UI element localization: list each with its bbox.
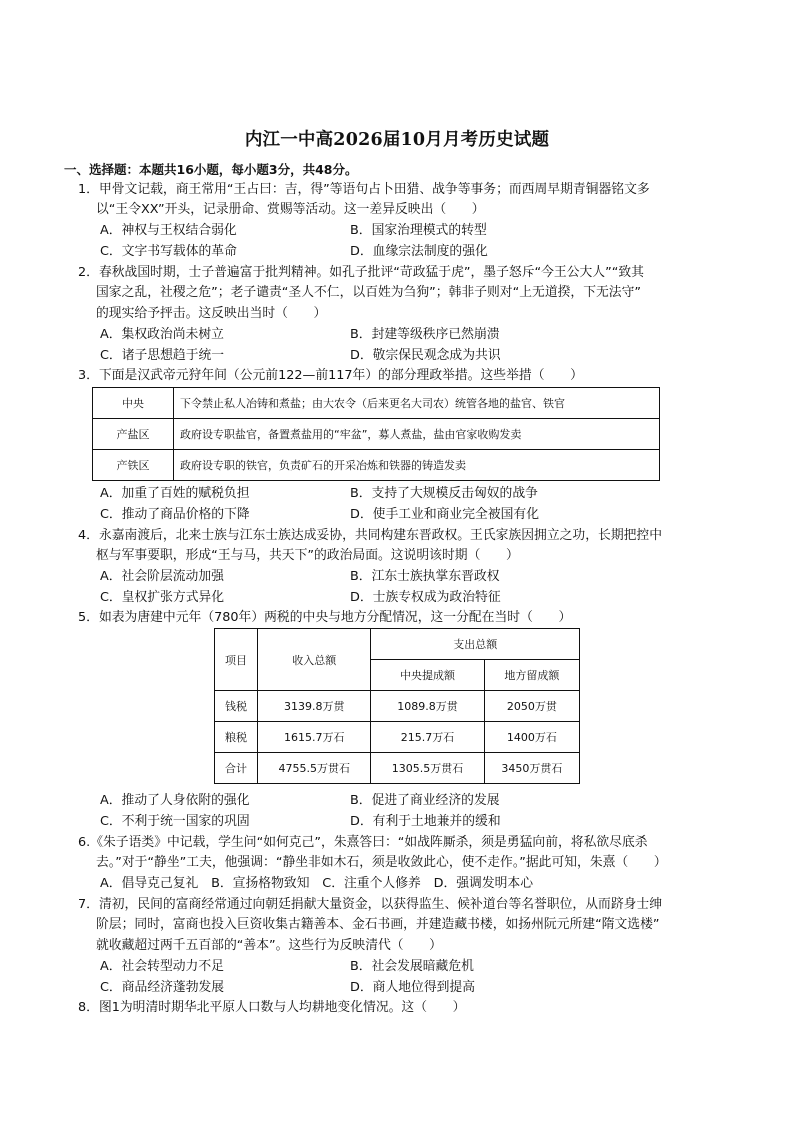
q7-option-c: C．商品经济蓬勃发展 [100,980,225,995]
q5-option-c: C．不利于统一国家的巩固 [100,814,250,829]
q7-stem-line1: 7．清初，民间的富商经常通过向朝廷捐献大量资金，以获得监生、候补道台等名誉职位，从而跻身士绅 [78,897,663,912]
table-cell: 政府设专职盐官，备置煮盐用的“牢盆”，募人煮盐，盐由官家收购发卖 [174,419,660,450]
q6-stem-line2: 去。”对于“静坐”工夫，他强调：“静坐非如木石，须是收敛此心，使不走作。”据此可知，朱熹（ ） [96,855,667,870]
table-cell: 2050万贯 [484,691,579,722]
q6-options: A．倡导克己复礼 B．宣扬格物致知 C．注重个人修养 D．强调发明本心 [100,876,534,891]
table-cell: 1305.5万贯石 [371,753,484,784]
q4-stem-line2: 枢与军事要职，形成“王与马，共天下”的政治局面。这说明该时期（ ） [96,548,519,563]
q4-option-d: D．士族专权成为政治特征 [350,590,501,605]
q2-option-c: C．诸子思想趋于统一 [100,348,225,363]
q2-option-a: A．集权政治尚未树立 [100,327,224,342]
q1-option-c: C．文字书写载体的革命 [100,244,237,259]
q5-stem-line1: 5．如表为唐建中元年（780年）两税的中央与地方分配情况，这一分配在当时（ ） [78,610,572,625]
table-cell: 3139.8万贯 [258,691,371,722]
table-cell: 合计 [215,753,258,784]
table-header: 项目 [215,629,258,691]
table-cell: 4755.5万贯石 [258,753,371,784]
table-cell: 1089.8万贯 [371,691,484,722]
q3-option-c: C．推动了商品价格的下降 [100,507,250,522]
table-row [215,629,580,660]
q7-option-a: A．社会转型动力不足 [100,959,224,974]
q8-stem-line1: 8．图1为明清时期华北平原人口数与人均耕地变化情况。这（ ） [78,1000,466,1015]
table-cell: 政府设专职的铁官，负责矿石的开采冶炼和铁器的铸造发卖 [174,450,660,481]
table-cell: 钱税 [215,691,258,722]
q2-stem-line3: 的现实给予抨击。这反映出当时（ ） [96,306,327,321]
q3-policy-table [92,387,660,481]
table-cell: 3450万贯石 [484,753,579,784]
q1-stem-line1: 1．甲骨文记载，商王常用“王占曰：吉，得”等语句占卜田猎、战争等事务；而西周早期青铜器铭文多 [78,182,650,197]
q1-option-d: D．血缘宗法制度的强化 [350,244,488,259]
table-cell: 215.7万石 [371,722,484,753]
table-header: 收入总额 [258,629,371,691]
q1-option-a: A．神权与王权结合弱化 [100,223,237,238]
q7-option-d: D．商人地位得到提高 [350,980,476,995]
table-cell: 1400万石 [484,722,579,753]
q5-option-b: B．促进了商业经济的发展 [350,793,500,808]
table-row [215,691,580,722]
q1-stem-line2: 以“王令XX”开头，记录册命、赏赐等活动。这一差异反映出（ ） [96,202,485,217]
q5-option-d: D．有利于土地兼并的缓和 [350,814,501,829]
q5-tax-table [214,628,580,784]
q4-stem-line1: 4．永嘉南渡后，北来士族与江东士族达成妥协，共同构建东晋政权。王氏家族因拥立之功，长期把控中 [78,528,663,543]
table-cell: 产铁区 [93,450,174,481]
q2-option-d: D．敬宗保民观念成为共识 [350,348,501,363]
q2-stem-line2: 国家之乱，社稷之危”；老子谴责“圣人不仁，以百姓为刍狗”；韩非子则对“上无道揆，下无法守” [96,285,642,300]
table-cell: 下令禁止私人冶铸和煮盐；由大农令（后来更名大司农）统管各地的盐官、铁官 [174,388,660,419]
q1-option-b: B．国家治理模式的转型 [350,223,487,238]
q6-stem-line1: 6.《朱子语类》中记载，学生问“如何克己”，朱熹答曰：“如战阵厮杀，须是勇猛向前，将私欲尽底杀 [78,835,648,850]
table-cell: 粮税 [215,722,258,753]
q3-stem-line1: 3．下面是汉武帝元狩年间（公元前122—前117年）的部分理政举措。这些举措（ ） [78,368,583,383]
q7-option-b: B．社会发展暗藏危机 [350,959,474,974]
q4-option-b: B．江东士族执掌东晋政权 [350,569,500,584]
table-row [93,419,660,450]
table-row [215,753,580,784]
table-header: 支出总额 [371,629,580,660]
table-header: 地方留成额 [484,660,579,691]
q2-stem-line1: 2．春秋战国时期，士子普遍富于批判精神。如孔子批评“苛政猛于虎”，墨子怒斥“今王公大人”“致其 [78,265,644,280]
q3-option-d: D．使手工业和商业完全被国有化 [350,507,540,522]
table-row [93,450,660,481]
q5-option-a: A．推动了人身依附的强化 [100,793,250,808]
q2-option-b: B．封建等级秩序已然崩溃 [350,327,500,342]
exam-title: 内江一中高2026届10月月考历史试题 [244,130,550,150]
q4-option-a: A．社会阶层流动加强 [100,569,224,584]
table-cell: 1615.7万石 [258,722,371,753]
q3-option-a: A．加重了百姓的赋税负担 [100,486,250,501]
table-cell: 产盐区 [93,419,174,450]
table-header: 中央提成额 [371,660,484,691]
q7-stem-line2: 阶层；同时，富商也投入巨资收集古籍善本、金石书画，并建造藏书楼，如扬州阮元所建“隋文选楼” [96,917,660,932]
table-row [215,722,580,753]
table-cell: 中央 [93,388,174,419]
table-row [93,388,660,419]
section-heading: 一、选择题：本题共16小题，每小题3分，共48分。 [64,162,358,177]
q4-option-c: C．皇权扩张方式异化 [100,590,225,605]
q7-stem-line3: 就收藏超过两千五百部的“善本”。这些行为反映清代（ ） [96,938,442,953]
q3-option-b: B．支持了大规模反击匈奴的战争 [350,486,538,501]
